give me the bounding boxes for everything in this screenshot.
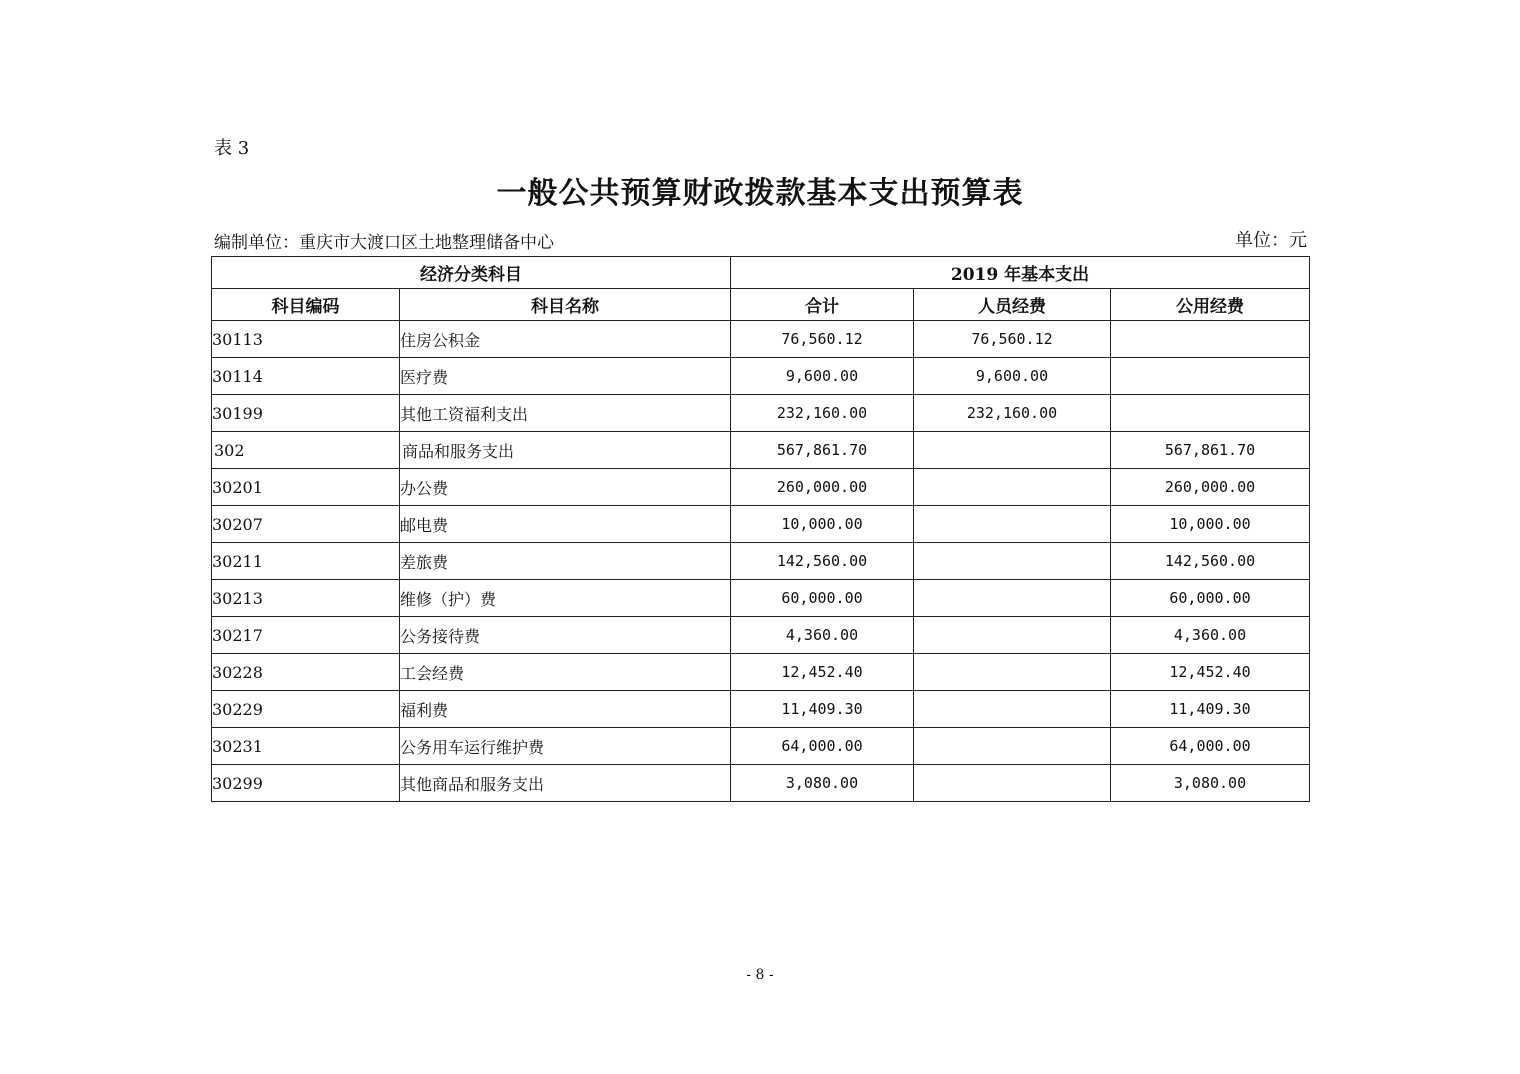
subject-code-cell: 302 — [212, 432, 400, 469]
subject-code-cell: 30217 — [212, 617, 400, 654]
subject-name-cell: 邮电费 — [400, 506, 731, 543]
subject-code-cell: 30229 — [212, 691, 400, 728]
header-basic-expenditure-2019: 2019 年基本支出 — [731, 257, 1310, 289]
total-cell: 567,861.70 — [731, 432, 914, 469]
personnel-cell — [914, 543, 1111, 580]
org-unit-label: 编制单位：重庆市大渡口区土地整理储备中心 — [214, 233, 554, 253]
header-subject-code: 科目编码 — [212, 289, 400, 321]
table-row — [212, 728, 1310, 765]
public-cell: 60,000.00 — [1111, 580, 1310, 617]
table-row — [212, 506, 1310, 543]
subject-name-cell: 商品和服务支出 — [400, 432, 731, 469]
subject-code-cell: 30228 — [212, 654, 400, 691]
subject-name-cell: 住房公积金 — [400, 321, 731, 358]
table-row — [212, 395, 1310, 432]
header-total: 合计 — [731, 289, 914, 321]
subject-code-cell: 30207 — [212, 506, 400, 543]
public-cell: 64,000.00 — [1111, 728, 1310, 765]
table-row — [212, 469, 1310, 506]
subject-code-cell: 30213 — [212, 580, 400, 617]
page-title: 一般公共预算财政拨款基本支出预算表 — [496, 176, 1024, 211]
table-row — [212, 543, 1310, 580]
table-row — [212, 432, 1310, 469]
header-personnel-cost: 人员经费 — [914, 289, 1111, 321]
subject-code-cell: 30113 — [212, 321, 400, 358]
subject-code-cell: 30211 — [212, 543, 400, 580]
public-cell: 10,000.00 — [1111, 506, 1310, 543]
public-cell: 3,080.00 — [1111, 765, 1310, 802]
total-cell: 4,360.00 — [731, 617, 914, 654]
personnel-cell — [914, 691, 1111, 728]
public-cell — [1111, 395, 1310, 432]
personnel-cell — [914, 580, 1111, 617]
public-cell — [1111, 358, 1310, 395]
budget-table — [211, 256, 1310, 802]
table-row — [212, 358, 1310, 395]
personnel-cell — [914, 469, 1111, 506]
subject-name-cell: 其他工资福利支出 — [400, 395, 731, 432]
personnel-cell: 9,600.00 — [914, 358, 1111, 395]
personnel-cell — [914, 765, 1111, 802]
page-number: - 8 - — [746, 967, 774, 983]
public-cell: 260,000.00 — [1111, 469, 1310, 506]
currency-unit-label: 单位：元 — [1235, 230, 1307, 251]
table-row — [212, 580, 1310, 617]
subject-code-cell: 30114 — [212, 358, 400, 395]
subject-name-cell: 福利费 — [400, 691, 731, 728]
public-cell: 12,452.40 — [1111, 654, 1310, 691]
subject-code-cell: 30231 — [212, 728, 400, 765]
total-cell: 260,000.00 — [731, 469, 914, 506]
subject-name-cell: 其他商品和服务支出 — [400, 765, 731, 802]
subject-name-cell: 医疗费 — [400, 358, 731, 395]
total-cell: 60,000.00 — [731, 580, 914, 617]
table-row — [212, 691, 1310, 728]
total-cell: 232,160.00 — [731, 395, 914, 432]
public-cell: 567,861.70 — [1111, 432, 1310, 469]
table-row — [212, 765, 1310, 802]
table-label: 表 3 — [214, 138, 250, 159]
table-row — [212, 654, 1310, 691]
total-cell: 142,560.00 — [731, 543, 914, 580]
subject-code-cell: 30299 — [212, 765, 400, 802]
subject-name-cell: 公务接待费 — [400, 617, 731, 654]
public-cell: 4,360.00 — [1111, 617, 1310, 654]
total-cell: 9,600.00 — [731, 358, 914, 395]
subject-name-cell: 办公费 — [400, 469, 731, 506]
personnel-cell — [914, 506, 1111, 543]
subject-name-cell: 公务用车运行维护费 — [400, 728, 731, 765]
header-column-row — [212, 289, 1310, 321]
personnel-cell: 232,160.00 — [914, 395, 1111, 432]
header-group-row — [212, 257, 1310, 289]
total-cell: 3,080.00 — [731, 765, 914, 802]
personnel-cell: 76,560.12 — [914, 321, 1111, 358]
header-economic-classification: 经济分类科目 — [212, 257, 731, 289]
personnel-cell — [914, 728, 1111, 765]
subject-code-cell: 30201 — [212, 469, 400, 506]
subject-name-cell: 维修（护）费 — [400, 580, 731, 617]
header-public-cost: 公用经费 — [1111, 289, 1310, 321]
subject-code-cell: 30199 — [212, 395, 400, 432]
table-row — [212, 617, 1310, 654]
public-cell: 11,409.30 — [1111, 691, 1310, 728]
personnel-cell — [914, 617, 1111, 654]
total-cell: 10,000.00 — [731, 506, 914, 543]
public-cell — [1111, 321, 1310, 358]
subject-name-cell: 工会经费 — [400, 654, 731, 691]
total-cell: 11,409.30 — [731, 691, 914, 728]
personnel-cell — [914, 432, 1111, 469]
subject-name-cell: 差旅费 — [400, 543, 731, 580]
public-cell: 142,560.00 — [1111, 543, 1310, 580]
total-cell: 64,000.00 — [731, 728, 914, 765]
personnel-cell — [914, 654, 1111, 691]
header-subject-name: 科目名称 — [400, 289, 731, 321]
total-cell: 12,452.40 — [731, 654, 914, 691]
total-cell: 76,560.12 — [731, 321, 914, 358]
table-row — [212, 321, 1310, 358]
